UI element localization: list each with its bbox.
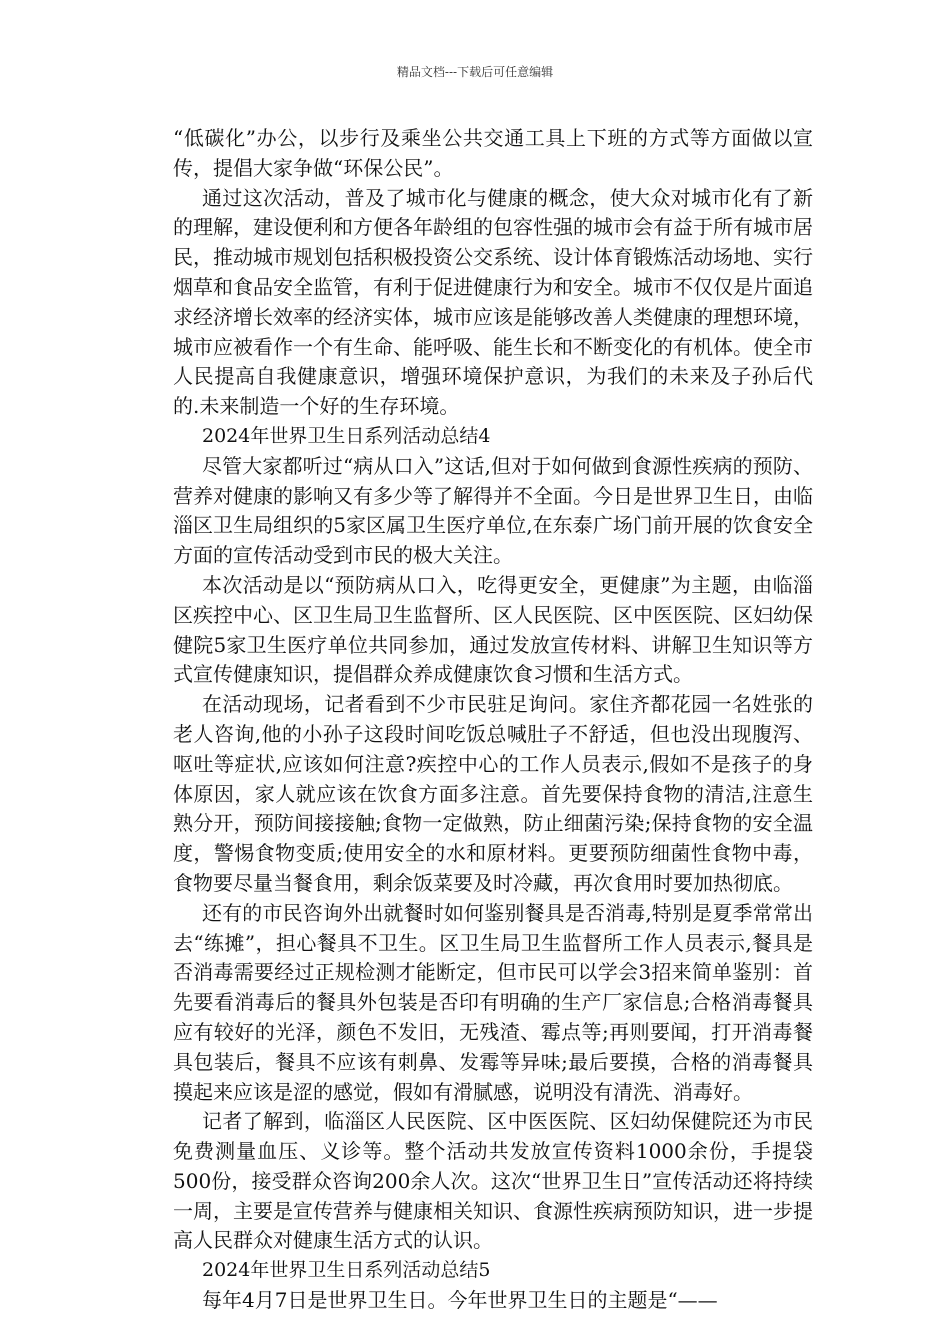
paragraph-world-health-day-theme: 每年4月7日是世界卫生日。今年世界卫生日的主题是“—— [202, 1288, 718, 1313]
paragraph-low-carbon: “低碳化”办公，以步行及乘坐公共交通工具上下班的方式等方面做以宣传，提倡大家争做“环保公民”。 [173, 126, 813, 180]
paragraph-free-services: 记者了解到，临淄区人民医院、区中医医院、区妇幼保健院还为市民免费测量血压、义诊等。整个活动共发放宣传资料1000余份，手提袋500份，接受群众咨询200余人次。这次“世界卫生日”宣传活动还将持续一周，主要是宣传营养与健康相关知识、食源性疾病预防知识，进一步提高人民群众对健康生活方式的认识。 [173, 1109, 813, 1253]
paragraph-urbanization-summary: 通过这次活动，普及了城市化与健康的概念，使大众对城市化有了新的理解，建设便利和方便各年龄组的包容性强的城市会有益于所有城市居民，推动城市规划包括积极投资公交系统、设计体育锻炼活动场地、实行烟草和食品安全监管，有利于促进健康行为和安全。城市不仅仅是片面追求经济增长效率的经济实体，城市应该是能够改善人类健康的理想环境，城市应被看作一个有生命、能呼吸、能生长和不断变化的有机体。使全市人民提高自我健康意识，增强环境保护意识，为我们的未来及子孙后代的.未来制造一个好的生存环境。 [173, 185, 813, 419]
paragraph-tableware-disinfection: 还有的市民咨询外出就餐时如何鉴别餐具是否消毒,特别是夏季常常出去“练摊”，担心餐具不卫生。区卫生局卫生监督所工作人员表示,餐具是否消毒需要经过正规检测才能断定，但市民可以学会3招来简单鉴别：首先要看消毒后的餐具外包装是否印有明确的生产厂家信息;合格消毒餐具应有较好的光泽，颜色不发旧，无残渣、霉点等;再则要闻，打开消毒餐具包装后，餐具不应该有刺鼻、发霉等异味;最后要摸，合格的消毒餐具摸起来应该是涩的感觉，假如有滑腻感，说明没有清洗、消毒好。 [173, 900, 813, 1104]
paragraph-foodborne-intro: 尽管大家都听过“病从口入”这话,但对于如何做到食源性疾病的预防、营养对健康的影响又有多少等了解得并不全面。今日是世界卫生日，由临淄区卫生局组织的5家区属卫生医疗单位,在东泰广场门前开展的饮食安全方面的宣传活动受到市民的极大关注。 [173, 453, 813, 568]
document-body [173, 124, 813, 1316]
section-heading-4: 2024年世界卫生日系列活动总结4 [202, 424, 491, 447]
page-header: 精品文档---下载后可任意编辑 [396, 65, 554, 79]
section-heading-5: 2024年世界卫生日系列活动总结5 [202, 1259, 491, 1282]
paragraph-activity-theme: 本次活动是以“预防病从口入，吃得更安全，更健康”为主题，由临淄区疾控中心、区卫生局卫生监督所、区人民医院、区中医医院、区妇幼保健院5家卫生医疗单位共同参加，通过发放宣传材料、讲解卫生知识等方式宣传健康知识，提倡群众养成健康饮食习惯和生活方式。 [173, 572, 813, 687]
paragraph-on-site-consultation: 在活动现场，记者看到不少市民驻足询问。家住齐都花园一名姓张的老人咨询,他的小孙子这段时间吃饭总喊肚子不舒适，但也没出现腹泻、呕吐等症状,应该如何注意?疾控中心的工作人员表示,假如不是孩子的身体原因，家人就应该在饮食方面多注意。首先要保持食物的清洁,注意生熟分开，预防间接接触;食物一定做熟，防止细菌污染;保持食物的安全温度，警惕食物变质;使用安全的水和原材料。更要预防细菌性食物中毒，食物要尽量当餐食用，剩余饭菜要及时冷藏，再次食用时要加热彻底。 [173, 692, 813, 895]
